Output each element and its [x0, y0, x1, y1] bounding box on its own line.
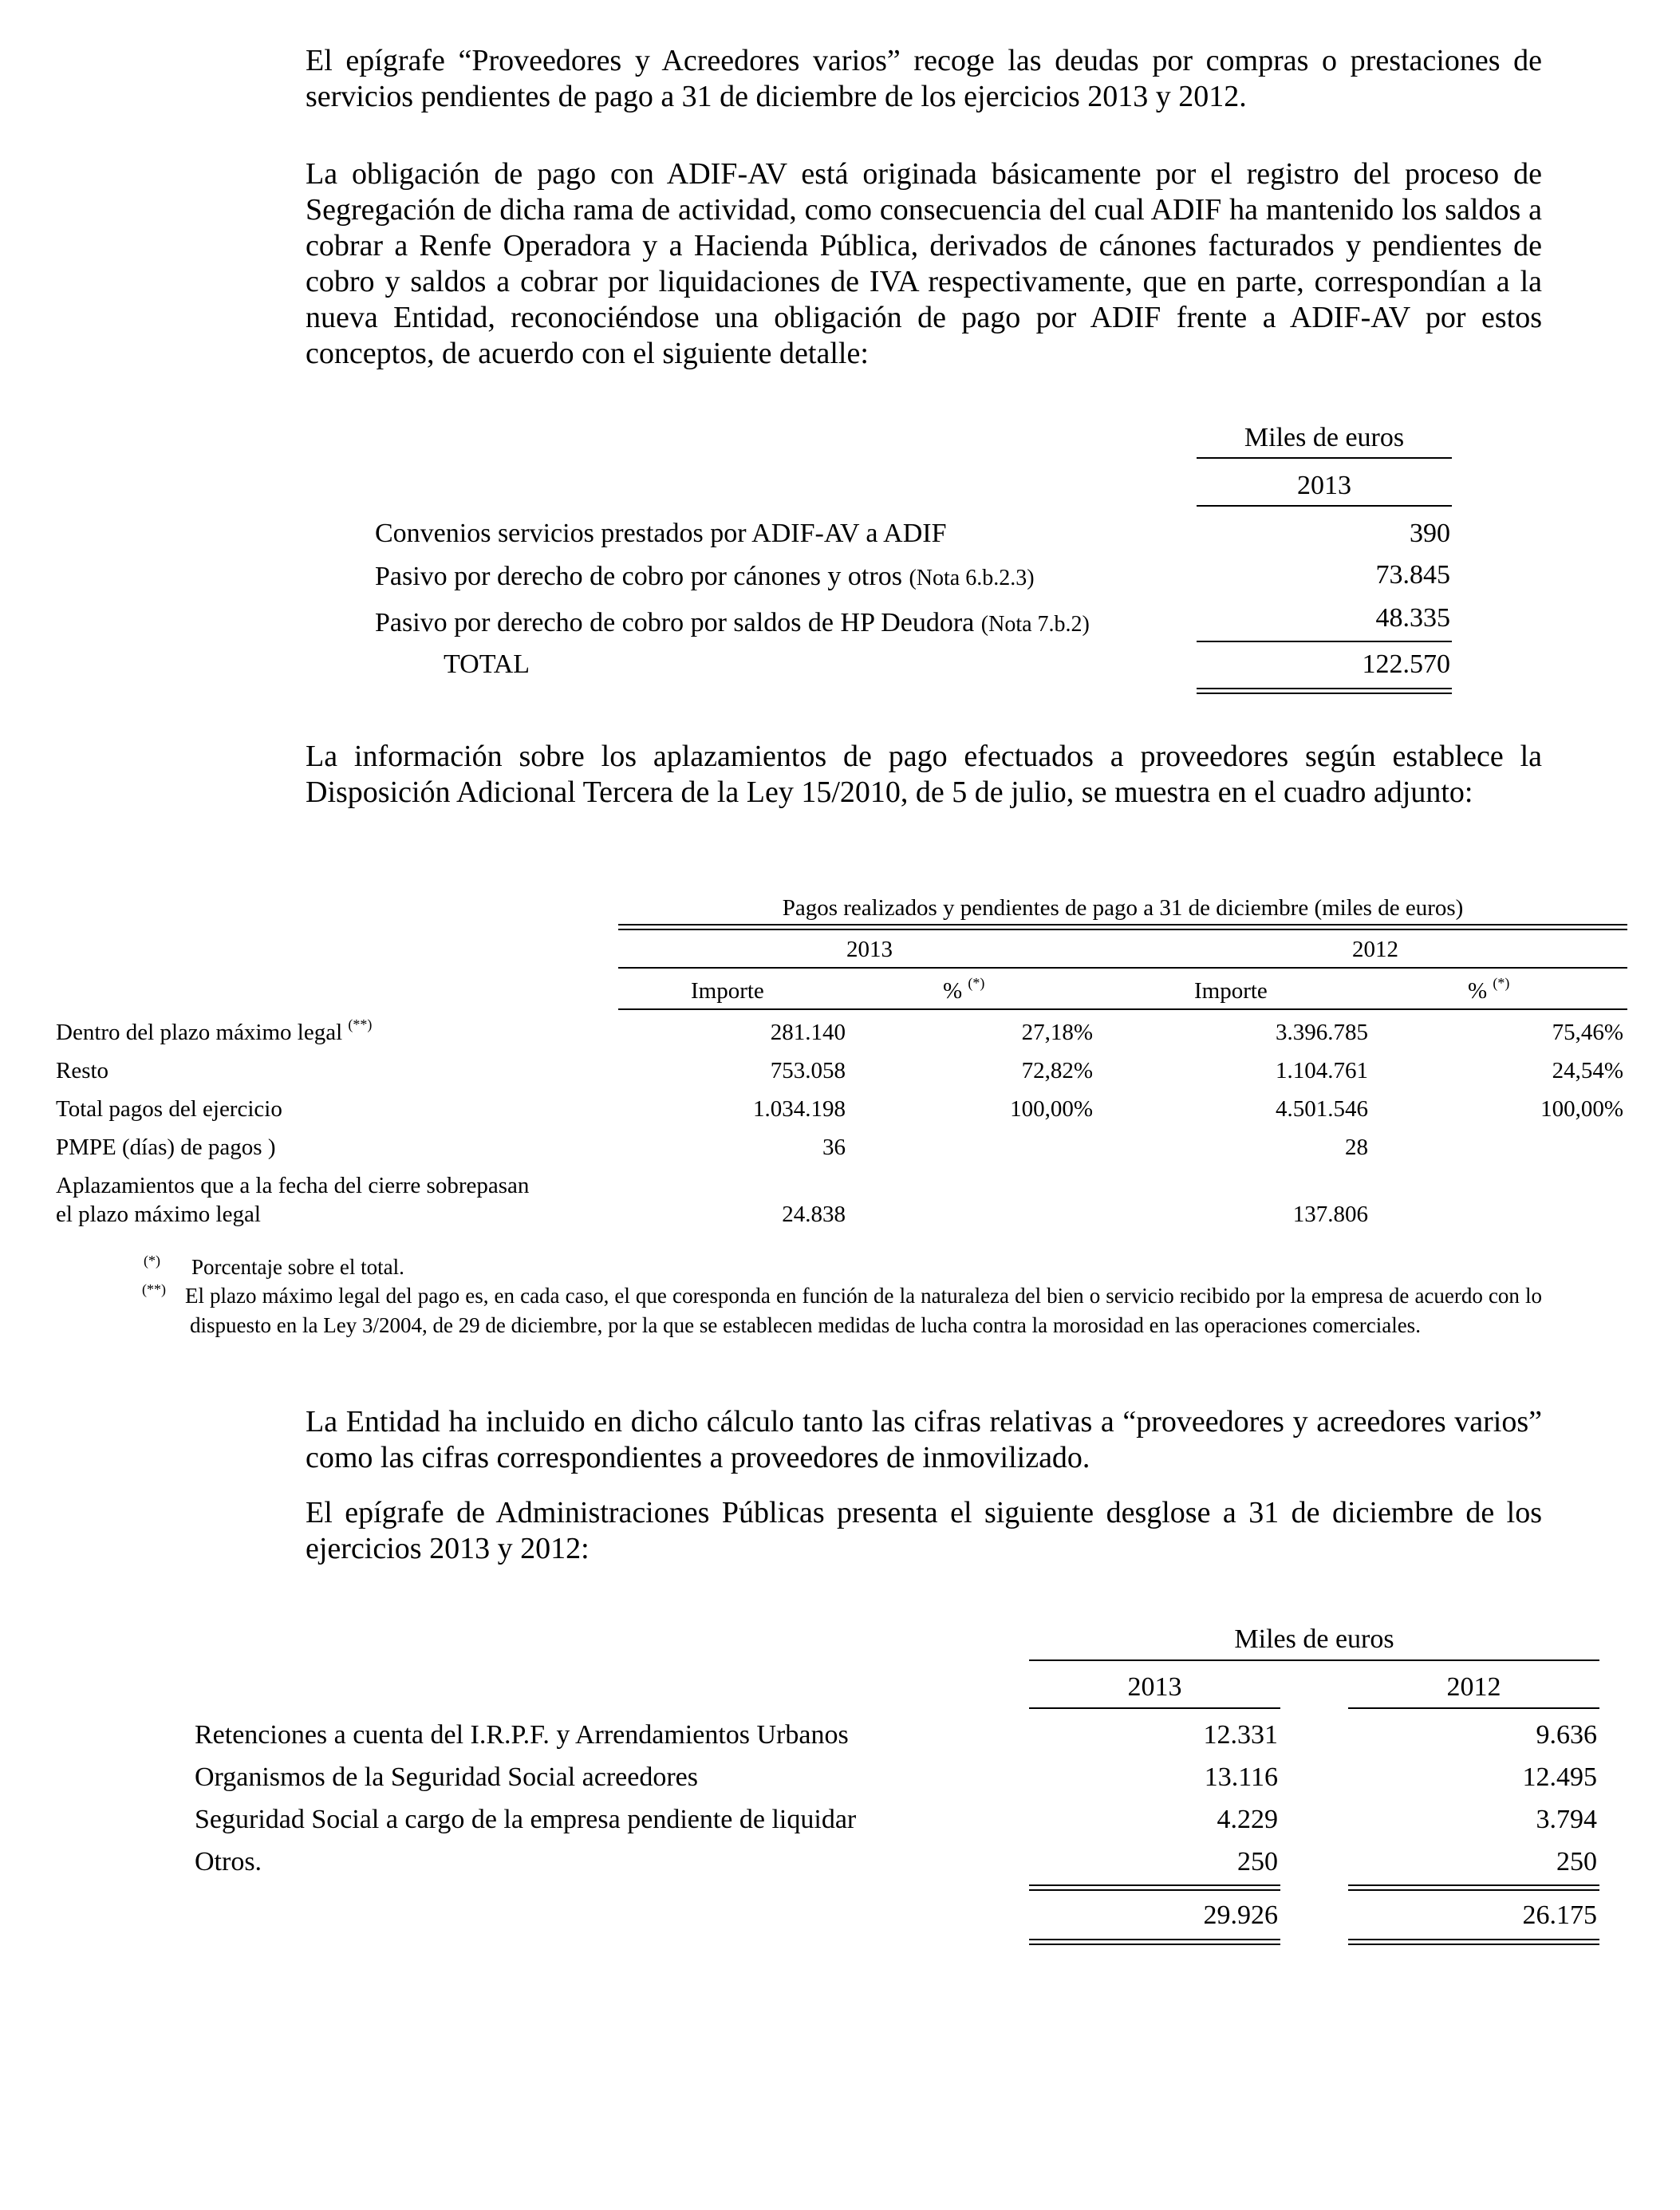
table3-total-double-rule	[1029, 1939, 1280, 1945]
table3-year-rule	[1348, 1707, 1599, 1709]
table3-subtotal-double-rule	[1348, 1884, 1599, 1891]
table3-cell: 250	[1556, 1847, 1597, 1877]
table1-header-rule	[1197, 457, 1452, 459]
table2-col-importe-2013: Importe	[691, 978, 764, 1004]
table3-cell: 250	[1237, 1847, 1278, 1877]
table2-cell: 1.104.761	[1276, 1058, 1368, 1083]
table1-row-label: Convenios servicios prestados por ADIF-AV a ADIF	[375, 519, 947, 548]
table2-year-rule	[618, 967, 1627, 969]
table2-header-rule	[618, 1008, 1627, 1010]
table1-total-label: TOTAL	[444, 649, 530, 679]
table1-row-value: 48.335	[1375, 603, 1450, 633]
table2-year-2012: 2012	[1352, 937, 1398, 962]
table1-row-value: 390	[1410, 519, 1450, 548]
table2-cell: 753.058	[770, 1058, 846, 1083]
table2-cell: 1.034.198	[753, 1096, 846, 1122]
table1-row-label: Pasivo por derecho de cobro por saldos de HP Deudora (Nota 7.b.2)	[375, 608, 1090, 637]
footnote-mark: (*)	[144, 1253, 160, 1269]
table2-cell: 28	[1345, 1135, 1368, 1160]
table2-year-2013: 2013	[846, 937, 893, 962]
table3-cell: 12.495	[1522, 1762, 1597, 1792]
paragraph-obligacion-adif: La obligación de pago con ADIF-AV está originada básicamente por el registro del proceso de Segregación de dicha rama de actividad, como consecuencia del cual ADIF ha mantenido los saldos a cobrar a Renfe Operadora y a Hacienda Pública, derivados de cánones facturados y pendientes de cobro y saldos a cobrar por liquidaciones de IVA respectivamente, que en parte, correspondían a la nueva Entidad, reconociéndose una obligación de pago por ADIF frente a ADIF-AV por estos conceptos, de acuerdo con el siguiente detalle:	[306, 157, 1542, 370]
table2-row-label: Resto	[56, 1058, 109, 1083]
table3-row-label: Organismos de la Seguridad Social acreedores	[195, 1762, 699, 1792]
table2-cell: 137.806	[1292, 1202, 1368, 1227]
table3-total-double-rule	[1348, 1939, 1599, 1945]
table1-row-value: 73.845	[1375, 560, 1450, 590]
table3-year-2013: 2013	[1127, 1672, 1182, 1702]
table3-total-2013: 29.926	[1203, 1900, 1278, 1930]
table2-row-label: Aplazamientos que a la fecha del cierre sobrepasan	[56, 1173, 530, 1198]
table2-cell: 3.396.785	[1276, 1020, 1368, 1045]
footnote-text: Porcentaje sobre el total.	[191, 1255, 404, 1279]
table3-cell: 13.116	[1204, 1762, 1278, 1792]
table1-year: 2013	[1297, 471, 1351, 500]
table3-cell: 12.331	[1203, 1720, 1278, 1750]
table2-cell: 75,46%	[1552, 1020, 1623, 1045]
table2-cell: 100,00%	[1010, 1096, 1093, 1122]
table3-cell: 9.636	[1536, 1720, 1597, 1750]
table3-subtotal-double-rule	[1029, 1884, 1280, 1891]
table3-unit-header: Miles de euros	[1234, 1624, 1394, 1654]
paragraph-administraciones: El epígrafe de Administraciones Públicas presenta el siguiente desglose a 31 de diciembre de los ejercicios 2013 y 2012:	[306, 1496, 1542, 1565]
table2-row-label: Dentro del plazo máximo legal (**)	[56, 1016, 373, 1045]
table2-cell: 100,00%	[1540, 1096, 1623, 1122]
table3-cell: 3.794	[1536, 1805, 1597, 1834]
table2-col-pct-2013: % (*)	[943, 975, 985, 1004]
table3-year-2012: 2012	[1446, 1672, 1501, 1702]
table2-cell: 24,54%	[1552, 1058, 1623, 1083]
table2-row-label: el plazo máximo legal	[56, 1202, 261, 1227]
table2-col-importe-2012: Importe	[1194, 978, 1268, 1004]
table3-row-label: Seguridad Social a cargo de la empresa pendiente de liquidar	[195, 1805, 857, 1834]
table2-row-label: Total pagos del ejercicio	[56, 1096, 282, 1122]
table2-cell: 72,82%	[1021, 1058, 1093, 1083]
paragraph-proveedores: El epígrafe “Proveedores y Acreedores varios” recoge las deudas por compras o prestaciones de servicios pendientes de pago a 31 de diciembre de los ejercicios 2013 y 2012.	[306, 44, 1542, 113]
table3-cell: 4.229	[1217, 1805, 1278, 1834]
table1-total-value: 122.570	[1362, 649, 1450, 679]
table3-row-label: Retenciones a cuenta del I.R.P.F. y Arrendamientos Urbanos	[195, 1720, 849, 1750]
footnote-mark: (**)	[142, 1281, 166, 1297]
footnote-text: El plazo máximo legal del pago es, en cada caso, el que coresponda en función de la naturaleza del bien o servicio recibido por la empresa de acuerdo con lo dispuesto en la Ley 3/2004, de 29 de diciembre, por la que se establecen medidas de lucha contra la morosidad en las operaciones comerciales.	[185, 1284, 1542, 1337]
table1-total-double-rule	[1197, 688, 1452, 694]
table2-col-pct-2012: % (*)	[1468, 975, 1510, 1004]
table2-row-label: PMPE (días) de pagos )	[56, 1135, 276, 1160]
table2-cell: 281.140	[770, 1020, 846, 1045]
table1-unit-header: Miles de euros	[1244, 423, 1405, 452]
table2-cell: 36	[822, 1135, 846, 1160]
table2-title: Pagos realizados y pendientes de pago a 31 de diciembre (miles de euros)	[782, 895, 1464, 921]
table2-cell: 4.501.546	[1276, 1096, 1368, 1122]
table3-header-rule	[1029, 1659, 1599, 1661]
table1-year-rule	[1197, 505, 1452, 507]
table1-row-label: Pasivo por derecho de cobro por cánones y otros (Nota 6.b.2.3)	[375, 562, 1035, 591]
table2-cell: 27,18%	[1021, 1020, 1093, 1045]
table3-row-label: Otros.	[195, 1847, 262, 1877]
table3-total-2012: 26.175	[1522, 1900, 1597, 1930]
table1-total-rule	[1197, 641, 1452, 642]
table2-title-double-rule	[618, 924, 1627, 930]
paragraph-aplazamientos: La información sobre los aplazamientos de pago efectuados a proveedores según establece la Disposición Adicional Tercera de la Ley 15/2010, de 5 de julio, se muestra en el cuadro adjunto:	[306, 740, 1542, 809]
table3-year-rule	[1029, 1707, 1280, 1709]
paragraph-calculo: La Entidad ha incluido en dicho cálculo tanto las cifras relativas a “proveedores y acreedores varios” como las cifras correspondientes a proveedores de inmovilizado.	[306, 1405, 1542, 1474]
table2-cell: 24.838	[782, 1202, 846, 1227]
